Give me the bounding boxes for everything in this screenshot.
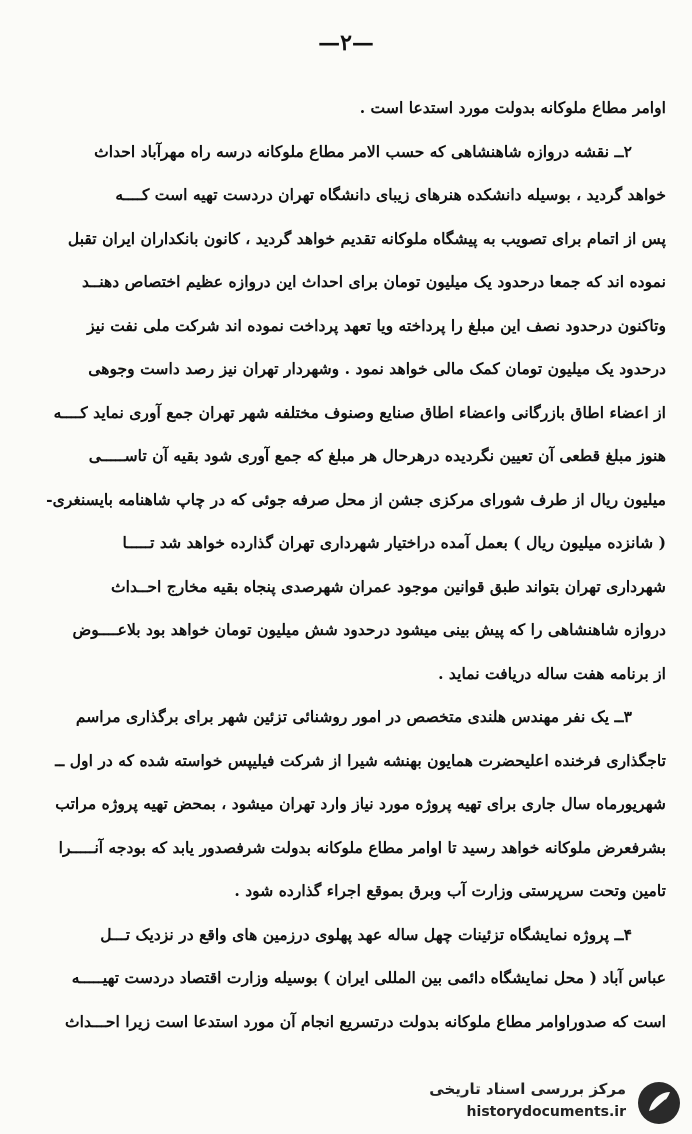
text-line: اوامر مطاع ملوکانه بدولت مورد استدعا است . [359,98,666,117]
text-line: از اعضاء اطاق بازرگانی واعضاء اطاق صنایع وصنوف مختلفه شهر تهران جمع آوری نماید کــــه [53,402,666,422]
text-line: از برنامه هفت ساله دریافت نماید . [438,663,666,683]
page-number: —۲— [318,30,374,56]
text-line: خواهد گردید ، بوسیله دانشکده هنرهای زیبای دانشگاه تهران دردست تهیه است کــــه [115,185,666,204]
watermark [382,1078,682,1128]
text-line: دروازه شاهنشاهی را که پیش بینی میشود درحدود شش میلیون تومان خواهد بود بلاعــــوض [72,620,666,639]
text-line: نموده اند که جمعا درحدود یک میلیون تومان برای احداث این دروازه عظیم اختصاص دهنــد [82,272,666,291]
watermark-url: historydocuments.ir [466,1104,626,1120]
text-line: ۲ــ نقشه دروازه شاهنشاهی که حسب الامر مطاع ملوکانه درسه راه مهرآباد احداث [94,141,632,161]
text-line: شهرداری تهران بتواند طبق قوانین موجود عمران شهرصدی پنجاه بقیه مخارج احــداث [111,576,666,596]
text-line: هنوز مبلغ قطعی آن تعیین نگردیده درهرحال هر مبلغ که جمع آوری شود بقیه آن تاســـــی [88,446,666,465]
text-line: است که صدوراوامر مطاع ملوکانه بدولت درتسریع انجام آن مورد استدعا است زیرا احـــداث [65,1011,666,1031]
text-line: شهریورماه سال جاری برای تهیه پروژه مورد نیاز وارد تهران میشود ، بمحض تهیه پروژه مراتب [55,794,666,813]
text-line: تاجگذاری فرخنده اعلیحضرت همایون بهنشه شیرا از شرکت فیلیپس خواسته شده که در اول ــ [55,750,666,770]
text-line: درحدود یک میلیون تومان کمک مالی خواهد نمود . وشهردار تهران نیز رصد داست وجوهی [88,359,666,378]
archive-logo-icon [636,1080,682,1126]
text-line: وتاکنون درحدود نصف این مبلغ را پرداخته ویا تعهد پرداخت نموده اند شرکت ملی نفت نیز [87,315,666,335]
text-line: تامین وتحت سرپرستی وزارت آب وبرق بموقع اجراء گذارده شود . [234,881,666,900]
text-line: عباس آباد ( محل نمایشگاه دائمی بین المللی ایران ) بوسیله وزارت اقتصاد دردست تهیـــــه [71,968,666,987]
text-line: پس از اتمام برای تصویب به پیشگاه ملوکانه تقدیم خواهد گردید ، کانون بانکداران ایران تقبل [67,228,666,248]
watermark-title: مرکز بررسی اسناد تاریخی [429,1080,626,1098]
text-line: بشرفعرض ملوکانه خواهد رسید تا اوامر مطاع ملوکانه بدولت شرفصدور یابد که بودجه آنـــــرا [58,837,666,857]
text-line: ( شانزده میلیون ریال ) بعمل آمده دراختیار شهرداری تهران گذارده خواهد شد تـــــا [122,533,666,552]
text-line: ۳ــ یک نفر مهندس هلندی متخصص در امور روشنائی تزئین شهر برای برگذاری مراسم [75,707,632,726]
text-line: میلیون ریال از طرف شورای مرکزی جشن از محل صرفه جوئی که در چاپ شاهنامه بایسنغری- [46,489,666,509]
document-body [26,86,666,1043]
text-line: ۴ــ پروژه نمایشگاه تزئینات چهل ساله عهد پهلوی درزمین های واقع در نزدیک تـــل [100,924,632,944]
